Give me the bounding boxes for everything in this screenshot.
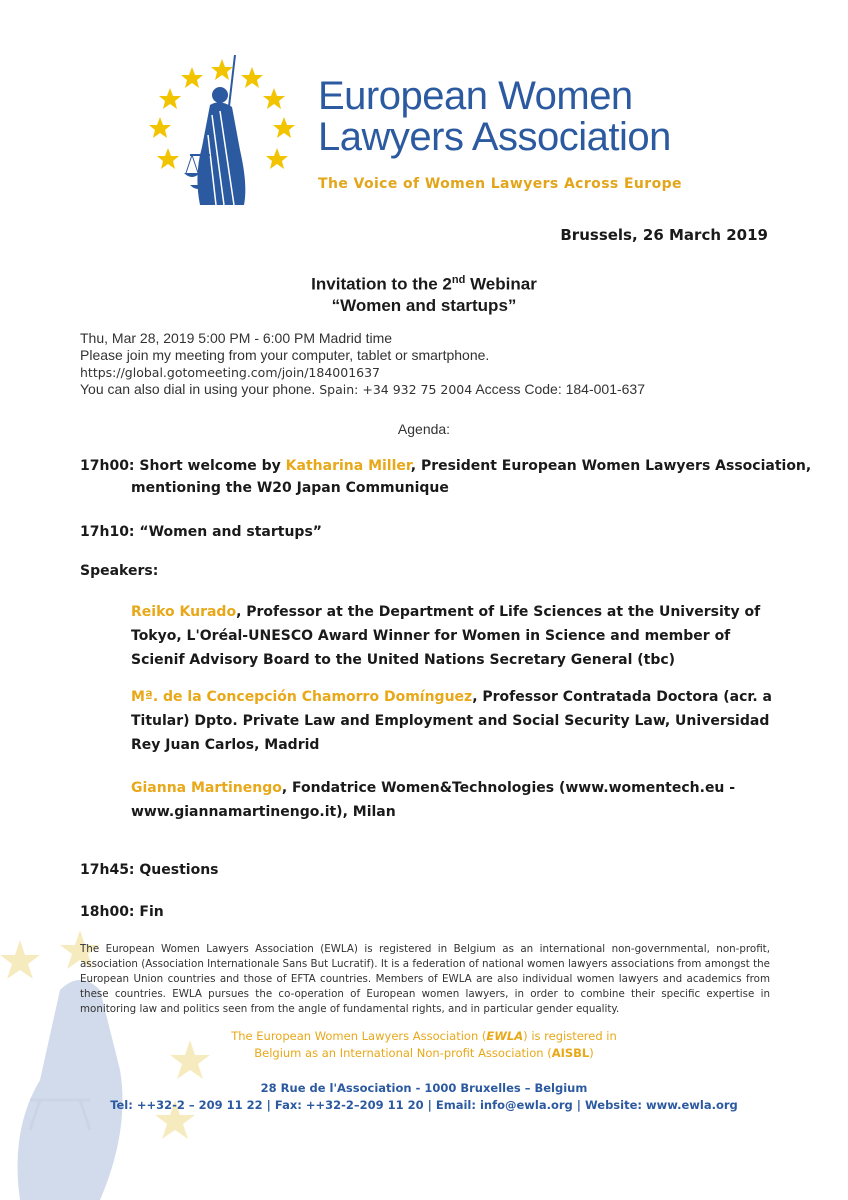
agenda-item-welcome-rest: , President European Women Lawyers Association,: [410, 458, 812, 474]
agenda-label: Agenda:: [397, 421, 451, 437]
meeting-details: [80, 330, 645, 398]
speaker-2-text: , Professor Contratada Doctora (acr. a Titular) Dpto. Private Law and Employment and Social Security Law, Universidad Rey Juan Carlos, Madrid: [131, 689, 772, 753]
speaker-1: [131, 600, 781, 672]
footer-contact-line: Tel: ++32-2 – 209 11 22 | Fax: ++32-2–209 11 20 | Email: info@ewla.org | Website: www.ewla.org: [110, 1098, 738, 1112]
speaker-2-name: Mª. de la Concepción Chamorro Domínguez: [131, 689, 473, 705]
agenda-item-welcome: [80, 454, 811, 478]
meeting-join-text: Please join my meeting from your computer, tablet or smartphone.: [80, 347, 490, 363]
footer-reg-2b: AISBL: [551, 1046, 590, 1060]
place-date: Brussels, 26 March 2019: [560, 226, 768, 244]
meeting-dial-number: : +34 932 75 2004: [354, 382, 473, 397]
meeting-dial-text: You can also dial in using your phone.: [80, 381, 320, 397]
footer-contact: [0, 1080, 848, 1114]
meeting-dial-country: Spain: [319, 382, 355, 397]
agenda-item-welcome-time: 17h00: Short welcome by: [80, 458, 286, 474]
invitation-subtitle: “Women and startups”: [331, 295, 517, 315]
footer-reg-2c: ): [589, 1046, 594, 1060]
footer-address: 28 Rue de l'Association - 1000 Bruxelles – Belgium: [260, 1081, 588, 1095]
footer-reg-1c: ) is registered in: [523, 1029, 617, 1043]
agenda-item-welcome-line2: mentioning the W20 Japan Communique: [131, 480, 449, 496]
invitation-title-pre: Invitation to the 2: [311, 274, 452, 294]
meeting-link[interactable]: https://global.gotomeeting.com/join/184001637: [80, 365, 381, 380]
agenda-item-fin: 18h00: Fin: [80, 904, 164, 920]
agenda-item-questions: 17h45: Questions: [80, 862, 219, 878]
invitation-title: [0, 270, 848, 316]
meeting-access-code: Access Code: 184-001-637: [472, 381, 645, 397]
speaker-1-text: , Professor at the Department of Life Sciences at the University of Tokyo, L'Oréal-UNESCO Award Winner for Women in Science and member of Scienif Advisory Board to the United Nations Secretary General (tbc): [131, 604, 761, 668]
org-title-line2: Lawyers Association: [318, 115, 671, 159]
org-title-line1: European Women: [318, 74, 633, 118]
footer-reg-2a: Belgium as an International Non-profit Association (: [254, 1046, 552, 1060]
invitation-title-post: Webinar: [465, 274, 537, 294]
meeting-datetime: Thu, Mar 28, 2019 5:00 PM - 6:00 PM Madrid time: [80, 330, 393, 346]
agenda-item-women-startups: 17h10: “Women and startups”: [80, 524, 322, 540]
footer-reg-1a: The European Women Lawyers Association (: [231, 1029, 487, 1043]
speaker-1-name: Reiko Kurado: [131, 604, 237, 620]
speaker-3-name: Gianna Martinengo: [131, 780, 282, 796]
org-tagline: The Voice of Women Lawyers Across Europe: [318, 176, 682, 192]
speaker-3: [131, 776, 781, 824]
agenda-item-welcome-name: Katharina Miller: [285, 458, 411, 474]
speaker-3-text: , Fondatrice Women&Technologies (www.womentech.eu - www.giannamartinengo.it), Milan: [131, 780, 736, 820]
footer-reg-1b: EWLA: [486, 1029, 524, 1043]
speaker-2: [131, 685, 781, 757]
ewla-logo-icon: [140, 55, 305, 210]
footer-registration: [0, 1028, 848, 1062]
invitation-title-sup: nd: [451, 274, 466, 286]
footer-description: The European Women Lawyers Association (EWLA) is registered in Belgium as an international non-governmental, non-profit, association (Association Internationale Sans But Lucratif). It is a federation of national women lawyers associations from amongst the European Union countries and those of EFTA countries. Members of EWLA are also individual women lawyers and academics from these countries. EWLA pursues the co-operation of European women lawyers, in order to combine their specific expertise in monitoring law and politics seen from the angle of fundamental rights, and in particular gender equality.: [80, 943, 770, 1015]
speakers-label: Speakers:: [80, 563, 159, 579]
